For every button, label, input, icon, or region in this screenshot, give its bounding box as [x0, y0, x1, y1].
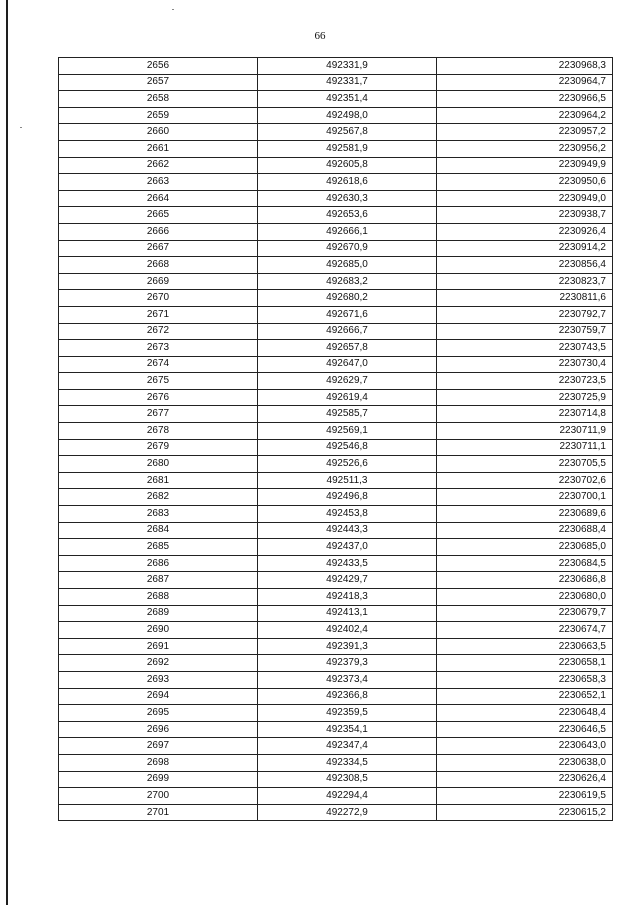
table-row	[59, 257, 613, 274]
point-number-cell: 2677	[59, 406, 258, 423]
x-coordinate-cell: 492391,3	[258, 638, 437, 655]
x-coordinate-cell: 492498,0	[258, 107, 437, 124]
x-coordinate-cell: 492429,7	[258, 572, 437, 589]
x-coordinate-cell: 492671,6	[258, 306, 437, 323]
point-number-cell: 2676	[59, 389, 258, 406]
point-number-cell: 2686	[59, 555, 258, 572]
x-coordinate-cell: 492272,9	[258, 804, 437, 821]
point-number-cell: 2696	[59, 721, 258, 738]
y-coordinate-cell: 2230646,5	[437, 721, 613, 738]
x-coordinate-cell: 492647,0	[258, 356, 437, 373]
y-coordinate-cell: 2230926,4	[437, 223, 613, 240]
y-coordinate-cell: 2230938,7	[437, 207, 613, 224]
point-number-cell: 2698	[59, 754, 258, 771]
x-coordinate-cell: 492526,6	[258, 456, 437, 473]
y-coordinate-cell: 2230615,2	[437, 804, 613, 821]
x-coordinate-cell: 492443,3	[258, 522, 437, 539]
point-number-cell: 2664	[59, 190, 258, 207]
table-row	[59, 223, 613, 240]
point-number-cell: 2662	[59, 157, 258, 174]
table-row	[59, 572, 613, 589]
point-number-cell: 2684	[59, 522, 258, 539]
y-coordinate-cell: 2230680,0	[437, 589, 613, 606]
point-number-cell: 2669	[59, 273, 258, 290]
point-number-cell: 2691	[59, 638, 258, 655]
table-row	[59, 207, 613, 224]
y-coordinate-cell: 2230648,4	[437, 705, 613, 722]
y-coordinate-cell: 2230956,2	[437, 140, 613, 157]
table-row	[59, 688, 613, 705]
table-row	[59, 456, 613, 473]
x-coordinate-cell: 492666,7	[258, 323, 437, 340]
table-row	[59, 489, 613, 506]
x-coordinate-cell: 492567,8	[258, 124, 437, 141]
point-number-cell: 2661	[59, 140, 258, 157]
y-coordinate-cell: 2230949,9	[437, 157, 613, 174]
x-coordinate-cell: 492630,3	[258, 190, 437, 207]
table-row	[59, 671, 613, 688]
table-row	[59, 240, 613, 257]
y-coordinate-cell: 2230619,5	[437, 788, 613, 805]
table-row	[59, 157, 613, 174]
table-row	[59, 406, 613, 423]
point-number-cell: 2695	[59, 705, 258, 722]
point-number-cell: 2701	[59, 804, 258, 821]
y-coordinate-cell: 2230964,7	[437, 74, 613, 91]
table-row	[59, 655, 613, 672]
point-number-cell: 2690	[59, 622, 258, 639]
y-coordinate-cell: 2230679,7	[437, 605, 613, 622]
y-coordinate-cell: 2230689,6	[437, 506, 613, 523]
y-coordinate-cell: 2230702,6	[437, 472, 613, 489]
y-coordinate-cell: 2230957,2	[437, 124, 613, 141]
x-coordinate-cell: 492413,1	[258, 605, 437, 622]
table-row	[59, 174, 613, 191]
x-coordinate-cell: 492294,4	[258, 788, 437, 805]
table-row	[59, 738, 613, 755]
y-coordinate-cell: 2230643,0	[437, 738, 613, 755]
table-row	[59, 290, 613, 307]
table-row	[59, 638, 613, 655]
scan-speck	[172, 9, 174, 10]
table-row	[59, 190, 613, 207]
x-coordinate-cell: 492379,3	[258, 655, 437, 672]
x-coordinate-cell: 492437,0	[258, 539, 437, 556]
x-coordinate-cell: 492496,8	[258, 489, 437, 506]
point-number-cell: 2673	[59, 340, 258, 357]
y-coordinate-cell: 2230856,4	[437, 257, 613, 274]
x-coordinate-cell: 492373,4	[258, 671, 437, 688]
point-number-cell: 2675	[59, 373, 258, 390]
table-row	[59, 555, 613, 572]
page-left-edge	[6, 0, 8, 905]
table-body	[59, 58, 613, 821]
point-number-cell: 2674	[59, 356, 258, 373]
point-number-cell: 2689	[59, 605, 258, 622]
y-coordinate-cell: 2230638,0	[437, 754, 613, 771]
x-coordinate-cell: 492453,8	[258, 506, 437, 523]
x-coordinate-cell: 492366,8	[258, 688, 437, 705]
y-coordinate-cell: 2230964,2	[437, 107, 613, 124]
point-number-cell: 2687	[59, 572, 258, 589]
point-number-cell: 2679	[59, 439, 258, 456]
x-coordinate-cell: 492569,1	[258, 423, 437, 440]
coordinates-table	[58, 57, 613, 821]
point-number-cell: 2670	[59, 290, 258, 307]
y-coordinate-cell: 2230700,1	[437, 489, 613, 506]
y-coordinate-cell: 2230674,7	[437, 622, 613, 639]
table-row	[59, 771, 613, 788]
x-coordinate-cell: 492511,3	[258, 472, 437, 489]
table-row	[59, 389, 613, 406]
point-number-cell: 2678	[59, 423, 258, 440]
x-coordinate-cell: 492657,8	[258, 340, 437, 357]
table-row	[59, 605, 613, 622]
point-number-cell: 2681	[59, 472, 258, 489]
table-row	[59, 804, 613, 821]
table-row	[59, 373, 613, 390]
table-row	[59, 423, 613, 440]
y-coordinate-cell: 2230743,5	[437, 340, 613, 357]
table-row	[59, 439, 613, 456]
x-coordinate-cell: 492666,1	[258, 223, 437, 240]
y-coordinate-cell: 2230711,9	[437, 423, 613, 440]
table-row	[59, 472, 613, 489]
x-coordinate-cell: 492402,4	[258, 622, 437, 639]
table-row	[59, 124, 613, 141]
table-row	[59, 622, 613, 639]
point-number-cell: 2671	[59, 306, 258, 323]
y-coordinate-cell: 2230811,6	[437, 290, 613, 307]
point-number-cell: 2694	[59, 688, 258, 705]
table-row	[59, 58, 613, 75]
y-coordinate-cell: 2230684,5	[437, 555, 613, 572]
point-number-cell: 2685	[59, 539, 258, 556]
y-coordinate-cell: 2230652,1	[437, 688, 613, 705]
x-coordinate-cell: 492618,6	[258, 174, 437, 191]
x-coordinate-cell: 492308,5	[258, 771, 437, 788]
y-coordinate-cell: 2230950,6	[437, 174, 613, 191]
y-coordinate-cell: 2230663,5	[437, 638, 613, 655]
y-coordinate-cell: 2230723,5	[437, 373, 613, 390]
table-row	[59, 356, 613, 373]
y-coordinate-cell: 2230949,0	[437, 190, 613, 207]
y-coordinate-cell: 2230658,1	[437, 655, 613, 672]
y-coordinate-cell: 2230714,8	[437, 406, 613, 423]
x-coordinate-cell: 492359,5	[258, 705, 437, 722]
y-coordinate-cell: 2230688,4	[437, 522, 613, 539]
x-coordinate-cell: 492585,7	[258, 406, 437, 423]
point-number-cell: 2656	[59, 58, 258, 75]
point-number-cell: 2700	[59, 788, 258, 805]
point-number-cell: 2666	[59, 223, 258, 240]
x-coordinate-cell: 492683,2	[258, 273, 437, 290]
page-number: 66	[314, 30, 326, 42]
x-coordinate-cell: 492546,8	[258, 439, 437, 456]
y-coordinate-cell: 2230966,5	[437, 91, 613, 108]
y-coordinate-cell: 2230658,3	[437, 671, 613, 688]
x-coordinate-cell: 492680,2	[258, 290, 437, 307]
point-number-cell: 2688	[59, 589, 258, 606]
point-number-cell: 2659	[59, 107, 258, 124]
x-coordinate-cell: 492331,9	[258, 58, 437, 75]
point-number-cell: 2693	[59, 671, 258, 688]
table-row	[59, 522, 613, 539]
x-coordinate-cell: 492670,9	[258, 240, 437, 257]
table-row	[59, 721, 613, 738]
table-row	[59, 140, 613, 157]
y-coordinate-cell: 2230730,4	[437, 356, 613, 373]
point-number-cell: 2699	[59, 771, 258, 788]
table-row	[59, 91, 613, 108]
x-coordinate-cell: 492351,4	[258, 91, 437, 108]
scan-speck	[20, 127, 22, 128]
table-row	[59, 788, 613, 805]
x-coordinate-cell: 492433,5	[258, 555, 437, 572]
table-row	[59, 107, 613, 124]
x-coordinate-cell: 492354,1	[258, 721, 437, 738]
table-row	[59, 589, 613, 606]
y-coordinate-cell: 2230823,7	[437, 273, 613, 290]
y-coordinate-cell: 2230685,0	[437, 539, 613, 556]
x-coordinate-cell: 492685,0	[258, 257, 437, 274]
table-row	[59, 754, 613, 771]
y-coordinate-cell: 2230759,7	[437, 323, 613, 340]
point-number-cell: 2680	[59, 456, 258, 473]
x-coordinate-cell: 492619,4	[258, 389, 437, 406]
point-number-cell: 2663	[59, 174, 258, 191]
table-row	[59, 74, 613, 91]
x-coordinate-cell: 492629,7	[258, 373, 437, 390]
y-coordinate-cell: 2230626,4	[437, 771, 613, 788]
x-coordinate-cell: 492347,4	[258, 738, 437, 755]
y-coordinate-cell: 2230792,7	[437, 306, 613, 323]
table-row	[59, 273, 613, 290]
table-row	[59, 506, 613, 523]
table-row	[59, 539, 613, 556]
y-coordinate-cell: 2230914,2	[437, 240, 613, 257]
point-number-cell: 2683	[59, 506, 258, 523]
table-row	[59, 340, 613, 357]
x-coordinate-cell: 492605,8	[258, 157, 437, 174]
point-number-cell: 2657	[59, 74, 258, 91]
y-coordinate-cell: 2230686,8	[437, 572, 613, 589]
point-number-cell: 2660	[59, 124, 258, 141]
x-coordinate-cell: 492418,3	[258, 589, 437, 606]
x-coordinate-cell: 492653,6	[258, 207, 437, 224]
y-coordinate-cell: 2230705,5	[437, 456, 613, 473]
table-row	[59, 323, 613, 340]
table-row	[59, 306, 613, 323]
x-coordinate-cell: 492581,9	[258, 140, 437, 157]
point-number-cell: 2682	[59, 489, 258, 506]
point-number-cell: 2658	[59, 91, 258, 108]
point-number-cell: 2692	[59, 655, 258, 672]
point-number-cell: 2667	[59, 240, 258, 257]
point-number-cell: 2668	[59, 257, 258, 274]
x-coordinate-cell: 492334,5	[258, 754, 437, 771]
y-coordinate-cell: 2230968,3	[437, 58, 613, 75]
x-coordinate-cell: 492331,7	[258, 74, 437, 91]
point-number-cell: 2665	[59, 207, 258, 224]
point-number-cell: 2672	[59, 323, 258, 340]
y-coordinate-cell: 2230711,1	[437, 439, 613, 456]
table-row	[59, 705, 613, 722]
y-coordinate-cell: 2230725,9	[437, 389, 613, 406]
point-number-cell: 2697	[59, 738, 258, 755]
